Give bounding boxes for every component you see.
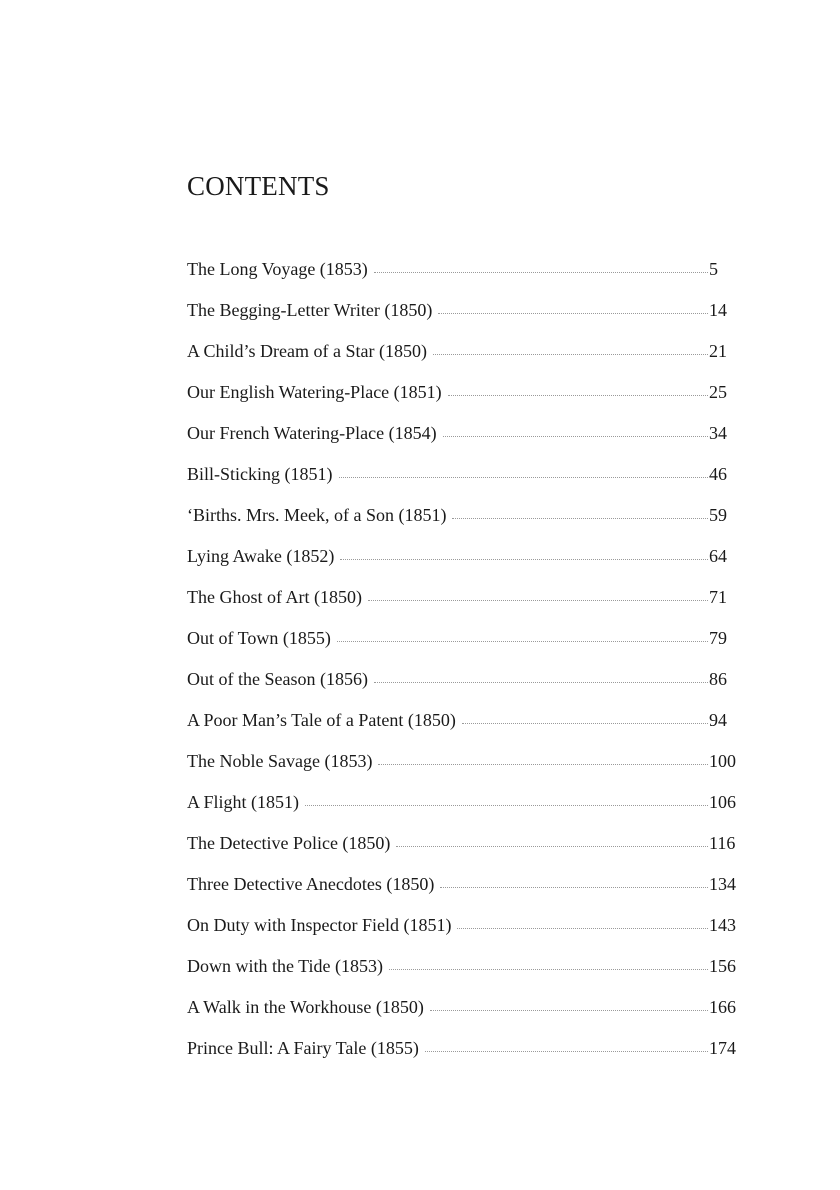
- toc-entry[interactable]: [187, 830, 739, 871]
- dot-leader: [378, 763, 708, 765]
- toc-entry[interactable]: [187, 297, 739, 338]
- toc-entry-page: 166: [709, 997, 736, 1017]
- toc-entry-title: Lying Awake (1852): [187, 546, 335, 566]
- toc-entry[interactable]: [187, 584, 739, 625]
- toc-entry-title: The Noble Savage (1853): [187, 751, 373, 771]
- toc-entry-page: 143: [709, 915, 736, 935]
- toc-entry-page: 134: [709, 874, 736, 894]
- dot-leader: [340, 558, 708, 560]
- toc-entry[interactable]: [187, 789, 739, 830]
- dot-leader: [396, 845, 708, 847]
- toc-entry-page: 100: [709, 751, 736, 771]
- toc-entry[interactable]: [187, 625, 739, 666]
- toc-entry[interactable]: [187, 912, 739, 953]
- toc-entry[interactable]: [187, 748, 739, 789]
- toc-entry-title: A Flight (1851): [187, 792, 300, 812]
- page-title: CONTENTS: [187, 171, 330, 201]
- toc-entry[interactable]: [187, 666, 739, 707]
- toc-entry-title: Out of the Season (1856): [187, 669, 368, 689]
- toc-entry[interactable]: [187, 994, 739, 1035]
- toc-entry-title: Three Detective Anecdotes (1850): [187, 874, 435, 894]
- dot-leader: [457, 927, 708, 929]
- toc-entry-title: Our French Watering-Place (1854): [187, 423, 437, 443]
- toc-entry-title: Our English Watering-Place (1851): [187, 382, 442, 402]
- toc-entry-title: The Detective Police (1850): [187, 833, 391, 853]
- toc-entry[interactable]: [187, 502, 739, 543]
- toc-entry-page: 94: [709, 710, 727, 730]
- toc-entry-title: A Child’s Dream of a Star (1850): [187, 341, 427, 361]
- toc-entry-page: 59: [709, 505, 727, 525]
- toc-entry-page: 21: [709, 341, 727, 361]
- toc-entry-page: 64: [709, 546, 727, 566]
- toc-entry-page: 174: [709, 1038, 736, 1058]
- toc-entry-title: A Poor Man’s Tale of a Patent (1850): [187, 710, 456, 730]
- dot-leader: [438, 312, 708, 314]
- toc-entry-title: Prince Bull: A Fairy Tale (1855): [187, 1038, 419, 1058]
- toc-entry-title: The Long Voyage (1853): [187, 259, 368, 279]
- toc-entry-title: Down with the Tide (1853): [187, 956, 384, 976]
- dot-leader: [452, 517, 708, 519]
- toc-entry-page: 5: [709, 259, 718, 279]
- toc-entry-title: The Begging-Letter Writer (1850): [187, 300, 433, 320]
- toc-entry[interactable]: [187, 871, 739, 912]
- toc-entry-title: The Ghost of Art (1850): [187, 587, 362, 607]
- toc-entry[interactable]: [187, 379, 739, 420]
- toc-entry[interactable]: [187, 953, 739, 994]
- dot-leader: [433, 353, 708, 355]
- toc-entry-page: 106: [709, 792, 736, 812]
- toc-entry-page: 14: [709, 300, 727, 320]
- toc-entry-title: Bill-Sticking (1851): [187, 464, 333, 484]
- toc-entry-title: Out of Town (1855): [187, 628, 331, 648]
- toc-entry[interactable]: [187, 707, 739, 748]
- dot-leader: [368, 599, 708, 601]
- toc-entry[interactable]: [187, 420, 739, 461]
- toc-entry-title: A Walk in the Workhouse (1850): [187, 997, 424, 1017]
- dot-leader: [337, 640, 708, 642]
- dot-leader: [440, 886, 708, 888]
- toc-entry-page: 116: [709, 833, 736, 853]
- dot-leader: [305, 804, 708, 806]
- toc-entry[interactable]: [187, 461, 739, 502]
- dot-leader: [462, 722, 708, 724]
- toc-entry[interactable]: [187, 256, 739, 297]
- toc-entry-page: 79: [709, 628, 727, 648]
- dot-leader: [430, 1009, 708, 1011]
- toc-entry-page: 46: [709, 464, 727, 484]
- toc-entry-page: 34: [709, 423, 727, 443]
- dot-leader: [443, 435, 708, 437]
- dot-leader: [374, 681, 708, 683]
- toc-entry[interactable]: [187, 338, 739, 379]
- toc-entry-page: 86: [709, 669, 727, 689]
- toc-entry-page: 156: [709, 956, 736, 976]
- toc-entry[interactable]: [187, 1035, 739, 1076]
- table-of-contents: [187, 256, 739, 1076]
- dot-leader: [389, 968, 708, 970]
- toc-entry-page: 71: [709, 587, 727, 607]
- toc-entry-title: ‘Births. Mrs. Meek, of a Son (1851): [187, 505, 447, 525]
- toc-entry-page: 25: [709, 382, 727, 402]
- dot-leader: [425, 1050, 708, 1052]
- dot-leader: [339, 476, 709, 478]
- toc-entry[interactable]: [187, 543, 739, 584]
- toc-entry-title: On Duty with Inspector Field (1851): [187, 915, 452, 935]
- dot-leader: [448, 394, 708, 396]
- dot-leader: [374, 271, 708, 273]
